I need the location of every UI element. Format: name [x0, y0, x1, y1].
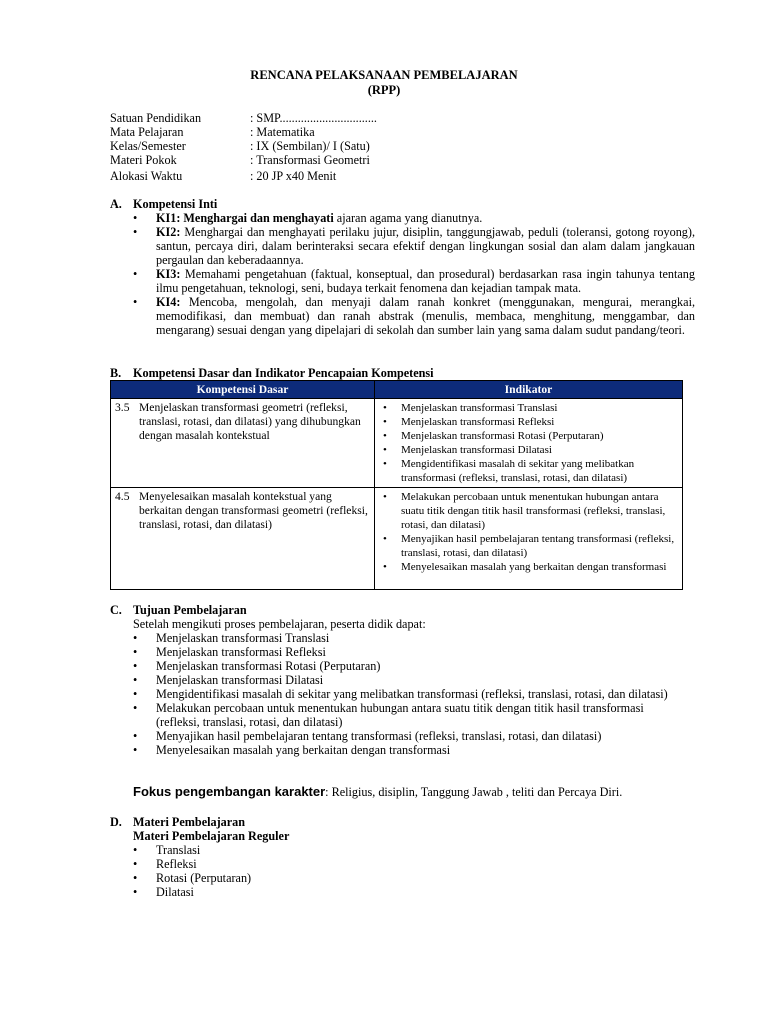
list-item: • Rotasi (Perputaran) — [110, 871, 695, 885]
document-title: RENCANA PELAKSANAAN PEMBELAJARAN — [250, 68, 518, 82]
list-item: • Menjelaskan transformasi Dilatasi — [379, 443, 678, 457]
document-subtitle: (RPP) — [367, 83, 401, 97]
list-item: • Menyajikan hasil pembelajaran tentang transformasi (refleksi, translasi, rotasi, dan dilatasi) — [110, 729, 670, 743]
section-title: Kompetensi Inti — [133, 197, 218, 211]
section-title: Tujuan Pembelajaran — [133, 603, 247, 617]
list-item: • Translasi — [110, 843, 695, 857]
list-item: • Melakukan percobaan untuk menentukan hubungan antara suatu titik dengan titik hasil transformasi (refleksi, translasi, rotasi, dan dilatasi) — [379, 490, 678, 532]
table-row — [111, 488, 683, 590]
core-competence-list — [110, 211, 695, 337]
learning-material-list — [110, 843, 695, 899]
section-basic-competence — [110, 366, 695, 380]
kd-number: 4.5 — [115, 490, 130, 503]
identity-label: Alokasi Waktu — [110, 169, 183, 183]
ki-text: ajaran agama yang dianutnya. — [333, 211, 483, 225]
list-item: • Menjelaskan transformasi Translasi — [110, 631, 670, 645]
table-header-kd: Kompetensi Dasar — [111, 381, 375, 399]
section-heading — [110, 603, 695, 617]
character-focus-text: : Religius, disiplin, Tanggung Jawab , teliti dan Percaya Diri. — [325, 785, 623, 799]
identity-value: : Transformasi Geometri — [250, 153, 370, 167]
identity-value: : 20 JP x40 Menit — [250, 169, 337, 183]
ki-text: Mencoba, mengolah, dan menyaji dalam ranah konkret (menggunakan, mengurai, merangkai, memodifikasi, dan membuat) dan ranah abstrak (menulis, membaca, menghitung, menggambar, dan mengarang) sesuai dengan yang dipelajari di sekolah dan sumber lain yang sama dalam sudut pandang/teori. — [156, 295, 695, 337]
list-item: • Menjelaskan transformasi Refleksi — [110, 645, 670, 659]
section-heading — [110, 197, 695, 211]
kd-item — [115, 490, 370, 532]
identity-label: Materi Pokok — [110, 153, 177, 167]
indicator-list — [379, 401, 678, 485]
ki-text: Memahami pengetahuan (faktual, konseptual, dan prosedural) berdasarkan rasa ingin tahunya tentang ilmu pengetahuan, teknologi, seni, budaya terkait fenomena dan kejadian tampak mata. — [156, 267, 695, 295]
table-cell-indicator — [375, 488, 683, 590]
kd-text: Menjelaskan transformasi geometri (refleksi, translasi, rotasi, dan dilatasi) yang dihubungkan dengan masalah kontekstual — [139, 401, 361, 442]
character-focus — [133, 785, 622, 799]
section-letter: B. — [110, 366, 122, 380]
kd-text: Menyelesaikan masalah kontekstual yang berkaitan dengan transformasi geometri (refleksi, translasi, rotasi, dan dilatasi) — [139, 490, 368, 531]
table-row — [111, 399, 683, 488]
table-header-row — [111, 381, 683, 399]
list-item: • Mengidentifikasi masalah di sekitar yang melibatkan transformasi (refleksi, translasi, rotasi, dan dilatasi) — [379, 457, 678, 485]
ki-code: KI4: — [156, 295, 181, 309]
list-item: • Menyelesaikan masalah yang berkaitan dengan transformasi — [110, 743, 670, 757]
identity-label: Kelas/Semester — [110, 139, 186, 153]
table-cell-kd — [111, 399, 375, 488]
list-item: • Refleksi — [110, 857, 695, 871]
section-learning-material — [110, 815, 695, 899]
table-cell-indicator — [375, 399, 683, 488]
identity-row-time — [110, 169, 690, 183]
list-item — [110, 267, 695, 295]
section-heading — [110, 366, 695, 380]
list-item — [110, 225, 695, 267]
section-title: Kompetensi Dasar dan Indikator Pencapaian Kompetensi — [133, 366, 434, 380]
list-item: • Melakukan percobaan untuk menentukan hubungan antara suatu titik dengan titik hasil transformasi (refleksi, translasi, rotasi, dan dilatasi) — [110, 701, 670, 729]
list-item: • Mengidentifikasi masalah di sekitar yang melibatkan transformasi (refleksi, translasi, rotasi, dan dilatasi) — [110, 687, 670, 701]
table-cell-kd — [111, 488, 375, 590]
identity-row-topic — [110, 153, 690, 167]
section-learning-goals — [110, 603, 695, 757]
list-item: • Menyelesaikan masalah yang berkaitan dengan transformasi — [379, 560, 678, 574]
list-item: • Menjelaskan transformasi Refleksi — [379, 415, 678, 429]
identity-block — [110, 111, 690, 183]
list-item — [110, 211, 695, 225]
identity-row-school — [110, 111, 690, 125]
section-core-competence — [110, 197, 695, 337]
identity-value: : SMP................................ — [250, 111, 377, 125]
section-letter: A. — [110, 197, 122, 211]
ki-code: KI2: — [156, 225, 181, 239]
list-item: • Menyajikan hasil pembelajaran tentang transformasi (refleksi, translasi, rotasi, dan dilatasi) — [379, 532, 678, 560]
section-title: Materi Pembelajaran — [133, 815, 246, 829]
list-item: • Dilatasi — [110, 885, 695, 899]
learning-goals-intro: Setelah mengikuti proses pembelajaran, peserta didik dapat: — [133, 617, 426, 631]
identity-value: : IX (Sembilan)/ I (Satu) — [250, 139, 370, 153]
list-item — [110, 295, 695, 337]
identity-label: Mata Pelajaran — [110, 125, 184, 139]
list-item: • Menjelaskan transformasi Rotasi (Perputaran) — [110, 659, 670, 673]
list-item: • Menjelaskan transformasi Translasi — [379, 401, 678, 415]
list-item: • Menjelaskan transformasi Dilatasi — [110, 673, 670, 687]
identity-label: Satuan Pendidikan — [110, 111, 202, 125]
learning-goals-list — [110, 631, 670, 757]
ki-code: KI1: — [156, 211, 181, 225]
section-letter: C. — [110, 603, 122, 617]
identity-value: : Matematika — [250, 125, 315, 139]
section-heading — [110, 815, 695, 829]
identity-row-class — [110, 139, 690, 153]
ki-bold-text: Menghargai dan menghayati — [180, 211, 334, 225]
character-focus-heading: Fokus pengembangan karakter — [133, 784, 326, 799]
table-header-indicator: Indikator — [375, 381, 683, 399]
competence-table — [110, 380, 683, 590]
section-subtitle: Materi Pembelajaran Reguler — [133, 829, 290, 843]
ki-text: Menghargai dan menghayati perilaku jujur, disiplin, tanggungjawab, peduli (toleransi, gotong royong), santun, percaya diri, dalam berinteraksi secara efektif dengan lingkungan sosial dan alam dalam jangkauan pergaulan dan keberadaannya. — [156, 225, 695, 267]
list-item: • Menjelaskan transformasi Rotasi (Perputaran) — [379, 429, 678, 443]
ki-code: KI3: — [156, 267, 181, 281]
kd-item — [115, 401, 370, 443]
indicator-list — [379, 490, 678, 574]
section-letter: D. — [110, 815, 122, 829]
kd-number: 3.5 — [115, 401, 130, 414]
identity-row-subject — [110, 125, 690, 139]
